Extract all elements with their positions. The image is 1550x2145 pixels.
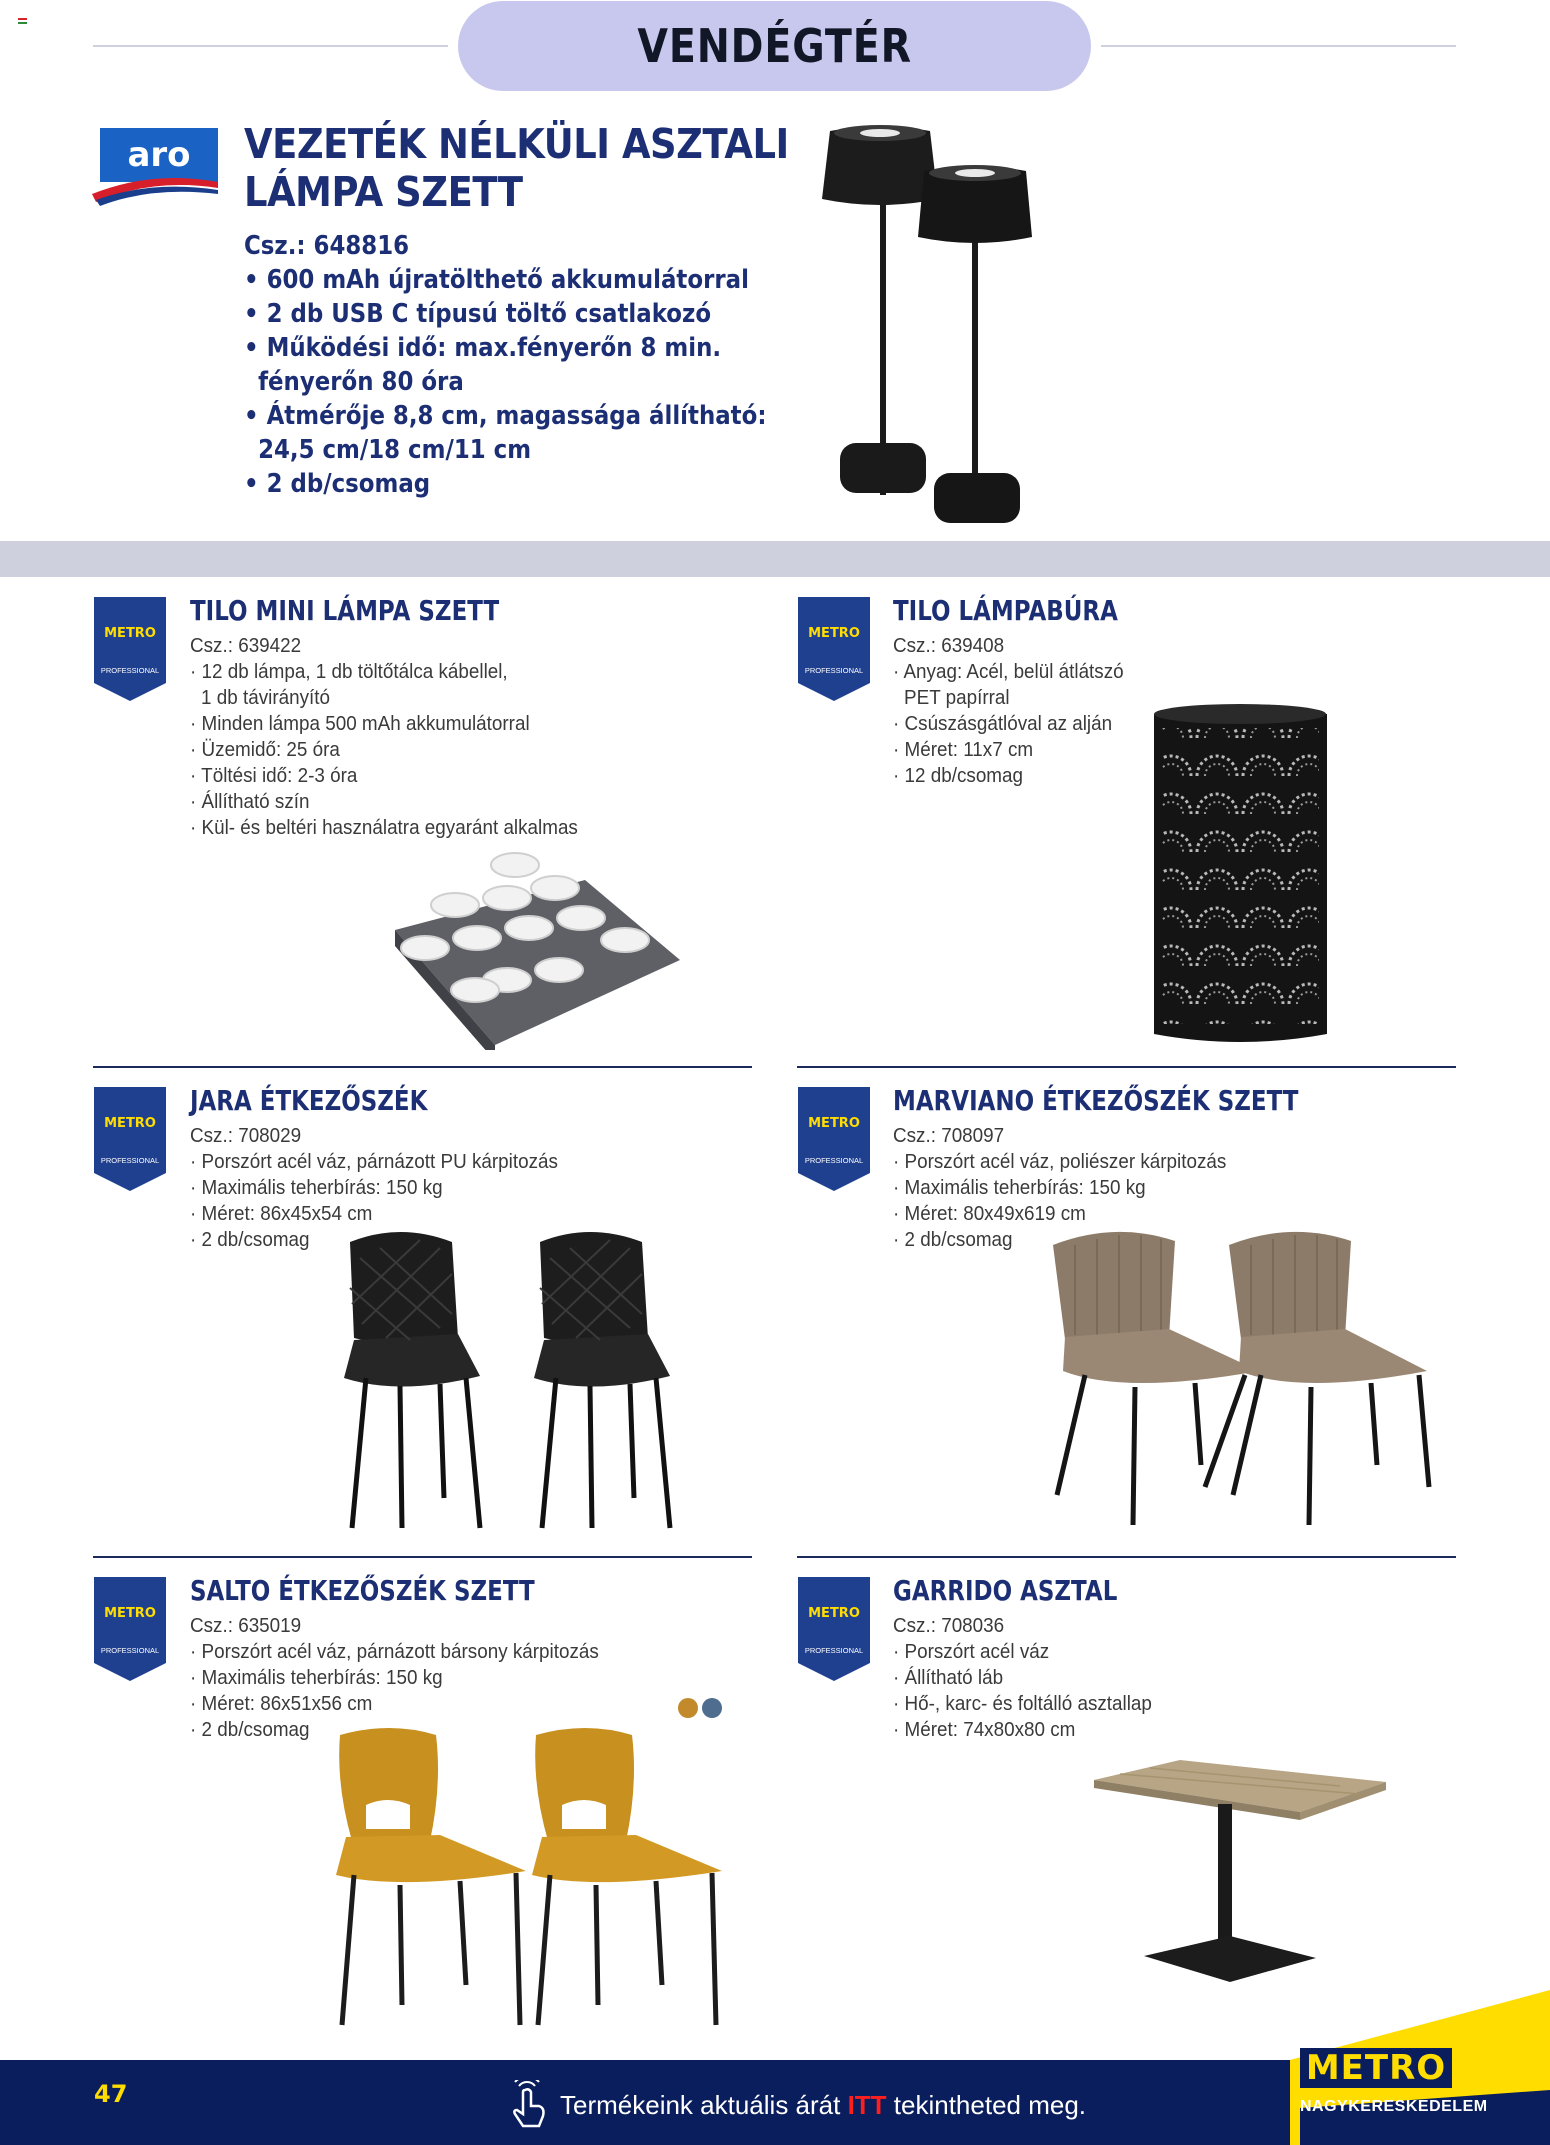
section-title: VENDÉGTÉR <box>637 19 912 73</box>
hero-spec-line: 24,5 cm/18 cm/11 cm <box>258 435 532 465</box>
spec-line: · Maximális teherbírás: 150 kg <box>190 1666 443 1689</box>
svg-text:PROFESSIONAL: PROFESSIONAL <box>100 666 160 675</box>
spec-line: · Porszórt acél váz, párnázott PU kárpitozás <box>190 1150 558 1173</box>
header-rule-left <box>93 45 448 47</box>
spec-line: · Méret: 11x7 cm <box>893 738 1034 761</box>
header-rule-right <box>1101 45 1456 47</box>
svg-text:PROFESSIONAL: PROFESSIONAL <box>100 1646 160 1655</box>
page-number: 47 <box>94 2080 128 2108</box>
hero-title <box>244 120 804 216</box>
product-title: GARRIDO ASZTAL <box>893 1574 1118 1607</box>
card-divider <box>93 1556 752 1558</box>
cordless-table-lamps-image <box>820 125 1060 525</box>
spec-line: · Hő-, karc- és foltálló asztallap <box>893 1692 1152 1715</box>
spec-line: · Maximális teherbírás: 150 kg <box>190 1176 443 1199</box>
card-divider <box>797 1556 1456 1558</box>
metro-professional-badge <box>94 1087 166 1191</box>
footer-link-itt[interactable]: ITT <box>847 2090 887 2120</box>
salto-chairs-image <box>330 1725 730 2045</box>
product-specs <box>190 633 612 841</box>
marviano-chairs-image <box>1045 1225 1435 1540</box>
svg-text:PROFESSIONAL: PROFESSIONAL <box>100 1156 160 1165</box>
footer-text-after: tekintheted meg. <box>886 2090 1087 2120</box>
spec-line: Csz.: 708097 <box>893 1124 1005 1147</box>
spec-line: · Méret: 86x45x54 cm <box>190 1202 373 1225</box>
spec-line: · Állítható láb <box>893 1666 1004 1689</box>
hero-spec-line: • 600 mAh újratölthető akkumulátorral <box>244 265 749 295</box>
spec-line: · 2 db/csomag <box>190 1228 310 1251</box>
svg-text:METRO: METRO <box>104 626 156 641</box>
hero-spec-line: • Működési idő: max.fényerőn 8 min. <box>244 333 722 363</box>
spec-line: 1 db távirányító <box>201 686 330 709</box>
language-flag-icon[interactable] <box>18 18 27 24</box>
section-separator-band <box>0 541 1550 577</box>
metro-professional-badge <box>798 1087 870 1191</box>
metro-professional-badge <box>94 597 166 701</box>
spec-line: · Kül- és beltéri használatra egyaránt alkalmas <box>190 816 578 839</box>
svg-text:METRO: METRO <box>104 1606 156 1621</box>
spec-line: · 2 db/csomag <box>893 1228 1013 1251</box>
spec-line: · 12 db lámpa, 1 db töltőtálca kábellel, <box>190 660 508 683</box>
jara-chairs-image <box>340 1228 730 1538</box>
spec-line: · 12 db/csomag <box>893 764 1024 787</box>
spec-line: Csz.: 708029 <box>190 1124 302 1147</box>
product-title: TILO LÁMPABÚRA <box>893 594 1118 627</box>
spec-line: PET papírral <box>904 686 1010 709</box>
hero-spec-line: • 2 db/csomag <box>244 469 431 499</box>
tap-hand-icon <box>505 2080 553 2128</box>
product-specs <box>893 633 1144 789</box>
spec-line: · Állítható szín <box>190 790 310 813</box>
spec-line: · Anyag: Acél, belül átlátszó <box>893 660 1124 683</box>
spec-line: · Maximális teherbírás: 150 kg <box>893 1176 1146 1199</box>
section-title-pill <box>458 1 1091 91</box>
svg-text:METRO: METRO <box>104 1116 156 1131</box>
footer-price-link[interactable] <box>560 2090 1086 2121</box>
svg-text:aro: aro <box>127 135 191 175</box>
product-specs <box>893 1613 1174 1743</box>
lampshade-image <box>1148 704 1333 1044</box>
product-title: TILO MINI LÁMPA SZETT <box>190 594 500 627</box>
product-title: SALTO ÉTKEZŐSZÉK SZETT <box>190 1574 535 1607</box>
spec-line: · Töltési idő: 2-3 óra <box>190 764 358 787</box>
svg-text:PROFESSIONAL: PROFESSIONAL <box>804 1646 864 1655</box>
card-divider <box>93 1066 752 1068</box>
spec-line: Csz.: 708036 <box>893 1614 1005 1637</box>
footer-text-before: Termékeink aktuális árát <box>560 2090 848 2120</box>
product-specs <box>190 1613 634 1743</box>
spec-line: Csz.: 635019 <box>190 1614 302 1637</box>
spec-line: · Méret: 80x49x619 cm <box>893 1202 1086 1225</box>
color-swatch-ochre[interactable] <box>678 1698 698 1718</box>
hero-spec-line: Csz.: 648816 <box>244 231 410 261</box>
svg-text:METRO: METRO <box>808 1606 860 1621</box>
spec-line: · Porszórt acél váz <box>893 1640 1050 1663</box>
svg-text:PROFESSIONAL: PROFESSIONAL <box>804 666 864 675</box>
hero-spec-line: fényerőn 80 óra <box>258 367 464 397</box>
spec-line: · Méret: 74x80x80 cm <box>893 1718 1076 1741</box>
metro-logo-text: METRO <box>1305 2048 1447 2088</box>
mini-lamp-set-image <box>385 840 685 1050</box>
hero-title-line: LÁMPA SZETT <box>244 168 523 216</box>
metro-professional-badge <box>94 1577 166 1681</box>
spec-line: Csz.: 639408 <box>893 634 1005 657</box>
color-swatch-blue[interactable] <box>702 1698 722 1718</box>
garrido-table-image <box>1090 1760 1390 1990</box>
spec-line: · Üzemidő: 25 óra <box>190 738 340 761</box>
metro-logo-subtitle: NAGYKERESKEDELEM <box>1300 2098 1488 2115</box>
svg-text:PROFESSIONAL: PROFESSIONAL <box>804 1156 864 1165</box>
spec-line: · Minden lámpa 500 mAh akkumulátorral <box>190 712 530 735</box>
spec-line: · Csúszásgátlóval az alján <box>893 712 1113 735</box>
hero-title-line: VEZETÉK NÉLKÜLI ASZTALI <box>244 120 789 168</box>
aro-logo <box>92 128 224 210</box>
spec-line: · Porszórt acél váz, poliészer kárpitozás <box>893 1150 1227 1173</box>
metro-professional-badge <box>798 1577 870 1681</box>
spec-line: · Méret: 86x51x56 cm <box>190 1692 373 1715</box>
card-divider <box>797 1066 1456 1068</box>
svg-text:METRO: METRO <box>808 1116 860 1131</box>
hero-specs <box>244 229 804 501</box>
svg-text:METRO: METRO <box>808 626 860 641</box>
hero-spec-line: • 2 db USB C típusú töltő csatlakozó <box>244 299 712 329</box>
hero-spec-line: • Átmérője 8,8 cm, magassága állítható: <box>244 401 767 431</box>
metro-logo <box>1300 2048 1452 2088</box>
metro-professional-badge <box>798 597 870 701</box>
product-title: MARVIANO ÉTKEZŐSZÉK SZETT <box>893 1084 1299 1117</box>
spec-line: · Porszórt acél váz, párnázott bársony kárpitozás <box>190 1640 599 1663</box>
spec-line: Csz.: 639422 <box>190 634 302 657</box>
spec-line: · 2 db/csomag <box>190 1718 310 1741</box>
product-title: JARA ÉTKEZŐSZÉK <box>190 1084 428 1117</box>
